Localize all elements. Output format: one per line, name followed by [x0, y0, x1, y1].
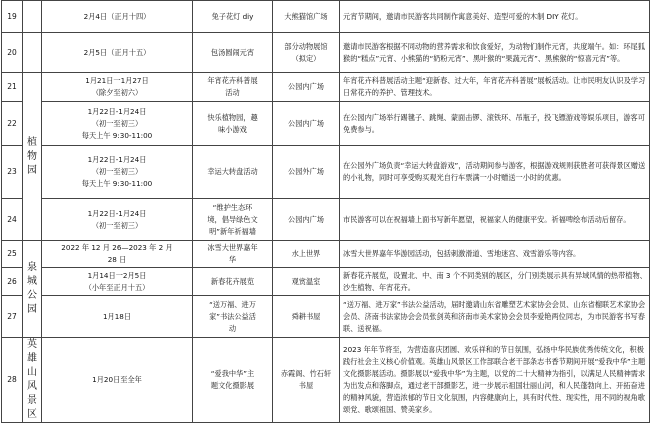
- activity-name-cell: 冰雪大世界嘉年 华: [193, 241, 273, 268]
- park-group-quancheng: 泉城公园: [23, 241, 42, 338]
- row-number: 21: [2, 73, 23, 102]
- table-row: [2, 338, 650, 423]
- row-number: 26: [2, 268, 23, 296]
- table-row: [2, 73, 650, 102]
- venue-cell: 舜耕书屋: [273, 296, 340, 338]
- row-number: 23: [2, 146, 23, 199]
- description-cell: “送万福、进万家”书法公益活动，届时邀请山东省雕塑艺术家协会会员、山东省榴联艺术家协会会员、济南书法家协会会员张剑英和济南市美术家协会会员李爱艳两位同志，为市民游客书写春联、送祝福。: [340, 296, 650, 338]
- row-number: 19: [2, 1, 23, 33]
- date-cell: 2022 年 12 月 26—2023 年 2 月 28 日: [42, 241, 193, 268]
- table-row: [2, 268, 650, 296]
- table-row: [2, 33, 650, 73]
- date-cell: 1月22日-1月24日 （初一至初三）: [42, 199, 193, 241]
- activity-name-cell: 兔子花灯 diy: [193, 1, 273, 33]
- activity-name-cell: “爱我中华”主 题文化摄影展: [193, 338, 273, 423]
- activity-name-cell: 包汤圆闹元宵: [193, 33, 273, 73]
- venue-cell: 水上世界: [273, 241, 340, 268]
- table-row: [2, 241, 650, 268]
- table-row: [2, 102, 650, 146]
- activity-name-cell: 幸运大转盘活动: [193, 146, 273, 199]
- activity-name-cell: 年宵花卉科普展 活动: [193, 73, 273, 102]
- activity-name-cell: 新春花卉展览: [193, 268, 273, 296]
- row-number: 28: [2, 338, 23, 423]
- date-cell: 1月18日: [42, 296, 193, 338]
- table-row: [2, 146, 650, 199]
- description-cell: 年宵花卉科普展活动主题“迎新春、过大年，年宵花卉科普展”展板活动。让市民明友认识及学习日常花卉的养护、管理技术。: [340, 73, 650, 102]
- row-number: 27: [2, 296, 23, 338]
- events-table: [1, 0, 650, 423]
- date-cell: 1月20日至全年: [42, 338, 193, 423]
- venue-cell: 公园外广场: [273, 146, 340, 199]
- description-cell: 新春花卉展览，设置北、中、南 3 个不同类别的展区，分门别类展示具有异域风情的热带植物、沙生植物、年宵花卉。: [340, 268, 650, 296]
- park-group-botanical: 植物园: [23, 73, 42, 241]
- venue-cell: 观赏温室: [273, 268, 340, 296]
- date-cell: 1月21日一1月27日 （除夕至初六）: [42, 73, 193, 102]
- description-cell: 邀请市民游客根据不同动物的营养需求和饮食爱好，为动物们制作元宵，共度端午。如：环尾狐猴的“糕点”元宵、小熊猫的“奶粉元宵”、黑叶猴的“果蔬元宵”、黑熊猴的“惊喜元宵”等。: [340, 33, 650, 73]
- date-cell: 1月22日-1月24日 （初一至初三） 每天上午 9:30-11:00: [42, 102, 193, 146]
- date-cell: 2月5日（正月十五）: [42, 33, 193, 73]
- venue-cell: 公园内广场: [273, 102, 340, 146]
- activity-name-cell: 快乐植物园，趣 味小游戏: [193, 102, 273, 146]
- activity-name-cell: “送万福、进万 家”书法公益活 动: [193, 296, 273, 338]
- date-cell: 2月4日（正月十四）: [42, 1, 193, 33]
- date-cell: 1月14日一2月5日 （小年至正月十五）: [42, 268, 193, 296]
- venue-cell: 公园内广场: [273, 199, 340, 241]
- row-number: 24: [2, 199, 23, 241]
- activity-name-cell: “维护生态环 境，倡导绿色文 明”新年祈福墙: [193, 199, 273, 241]
- row-number: 25: [2, 241, 23, 268]
- date-cell: 1月22日-1月24日 （初一至初三） 每天上午 9:30-11:00: [42, 146, 193, 199]
- description-cell: 市民游客可以在祝福墙上面书写新年愿望，祝福家人的健康平安。祈福啤绘布活动后留存。: [340, 199, 650, 241]
- events-table-body: [2, 1, 650, 423]
- description-cell: 冰雪大世界嘉年华游园活动，包括刺激滑道、雪地迷宫、戏雪游乐等内容。: [340, 241, 650, 268]
- description-cell: 元宵节期间，邀请市民游客共同制作寓意美好、造型可爱的木制 DIY 花灯。: [340, 1, 650, 33]
- description-cell: 在公园内广场举行踢毽子、跳绳、蒙面击锣、滚铁环、吊瓶子，投飞镖游戏等娱乐项目，游客可免费参与。: [340, 102, 650, 146]
- park-group-yingxiongshan: 英雄山风景区: [23, 338, 42, 423]
- venue-cell: 公园内广场: [273, 73, 340, 102]
- table-row: [2, 296, 650, 338]
- venue-cell: 大熊猫馆广场: [273, 1, 340, 33]
- table-row: [2, 199, 650, 241]
- description-cell: 在公园外广场负责“幸运大转盘游戏”，活动期间参与游客，根据游戏规则获胜者可获得景区赠送的小礼物，同时可享受购买观光自行车票满一小时赠送一小时的优惠。: [340, 146, 650, 199]
- row-number: 22: [2, 102, 23, 146]
- row-number: 20: [2, 33, 23, 73]
- park-cell: [23, 1, 42, 33]
- venue-cell: 赤霞阁、竹石轩 书屋: [273, 338, 340, 423]
- park-cell: [23, 33, 42, 73]
- venue-cell: 部分动物展馆 （拟定）: [273, 33, 340, 73]
- table-row: [2, 1, 650, 33]
- description-cell: 2023 年年节将至，为营造喜庆团圆、欢乐祥和的节日氛围，弘扬中华民族优秀传统文化，积极践行社会主义核心价值观。英雄山风景区工作部联合老干部条志书香节期间开展“爱我中华”主题文化摄影展活动。摄影展以“爱我中华”为主题，以党的二十大精神为指引，以满足人民精神需求为出发点和落脚点，通过老干部摄影艺，进一步展示祖国壮丽山河，和人民蓬勃向上、开拓奋进的精神风貌，营造浓郁的节日文化氛围，内容健康向上，具有时代性、现实性，用不同的视角歌颂党、歌颂祖国、赞美家乡。: [340, 338, 650, 423]
